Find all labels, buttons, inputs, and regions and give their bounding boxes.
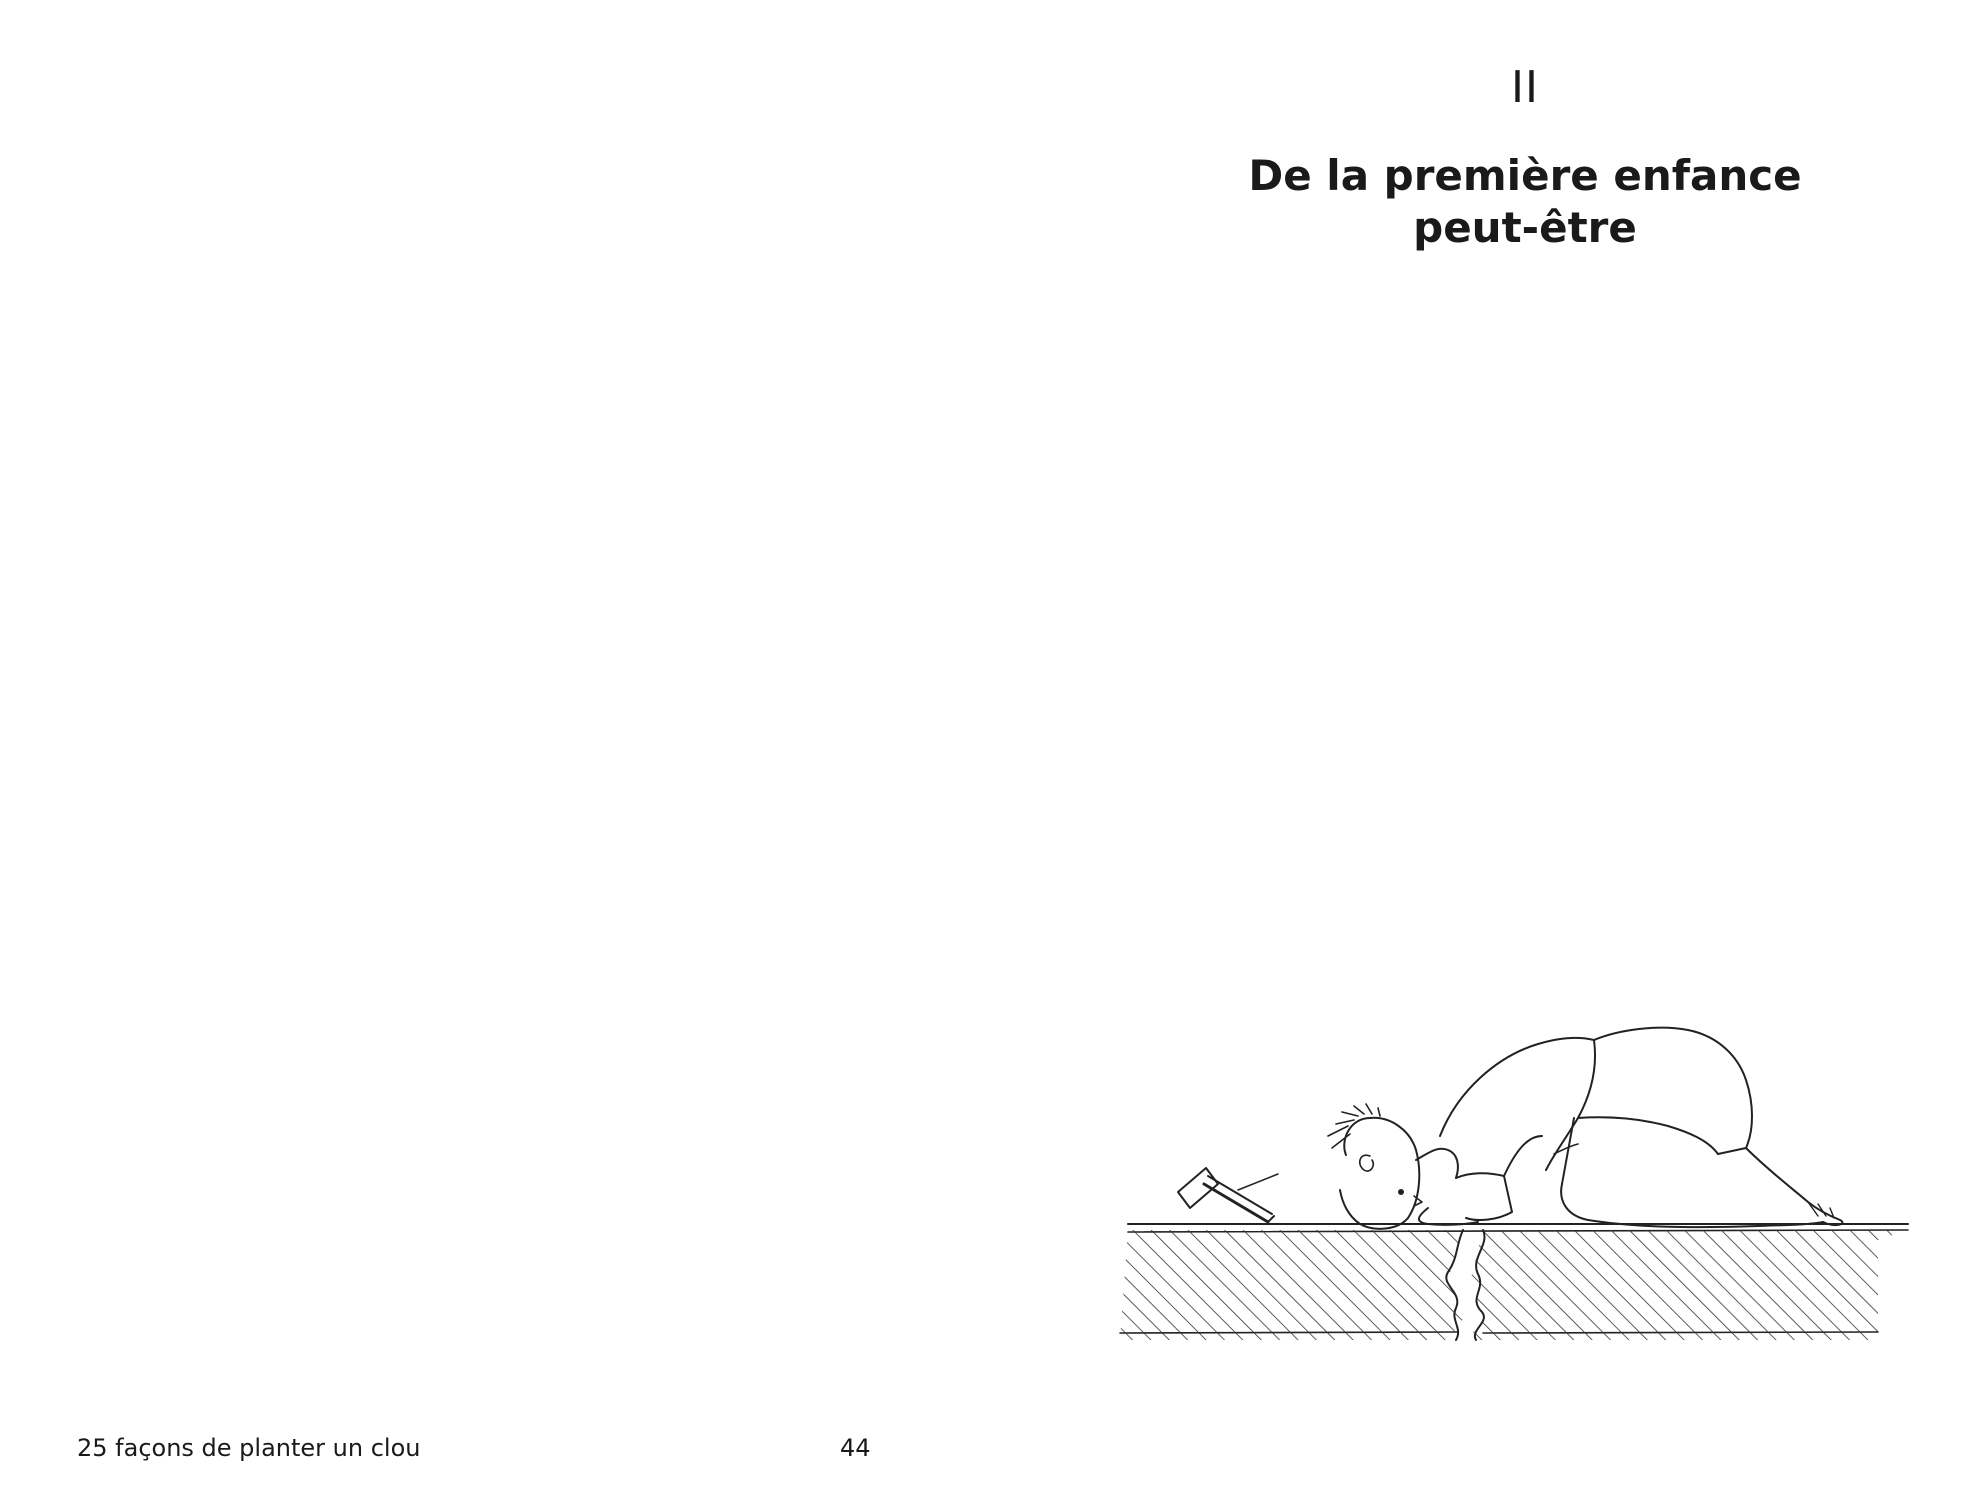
footer-book-title: 25 façons de planter un clou (77, 1434, 421, 1462)
child-figure-drawing (1328, 1028, 1842, 1229)
chapter-number: II (1511, 62, 1539, 113)
hammer-drawing (1178, 1168, 1278, 1222)
page-number: 44 (840, 1434, 871, 1462)
chapter-title-line-1: De la première enfance (1248, 151, 1802, 200)
chapter-heading (1110, 62, 1940, 254)
chapter-title (1110, 150, 1940, 254)
child-hammering-nail-illustration (1118, 940, 1910, 1350)
chapter-title-line-2: peut-être (1413, 203, 1637, 252)
